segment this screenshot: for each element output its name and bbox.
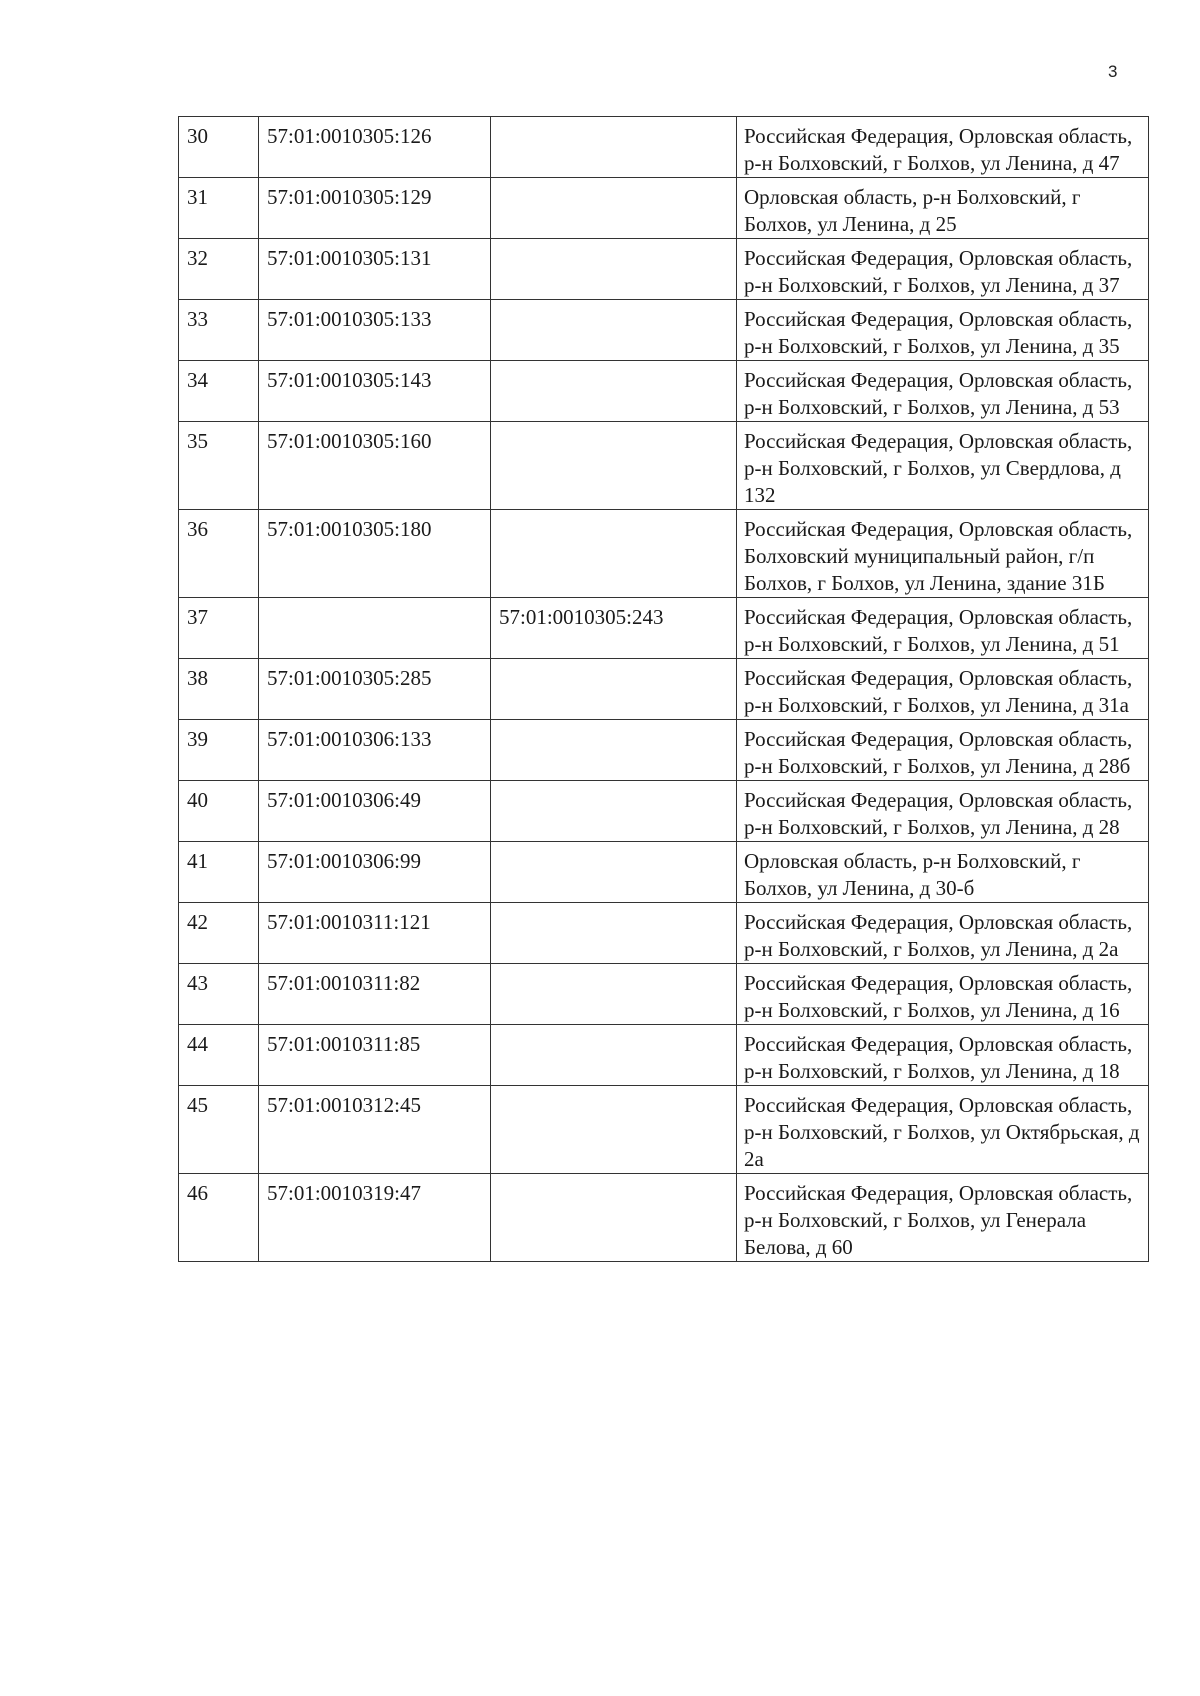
row-number-cell: 46 <box>179 1174 259 1262</box>
row-number-cell: 32 <box>179 239 259 300</box>
related-cadastral-number-cell <box>491 300 737 361</box>
table-row <box>179 239 1149 300</box>
related-cadastral-number-cell <box>491 964 737 1025</box>
related-cadastral-number-cell <box>491 178 737 239</box>
related-cadastral-number-cell: 57:01:0010305:243 <box>491 598 737 659</box>
related-cadastral-number-cell <box>491 903 737 964</box>
related-cadastral-number-cell <box>491 1025 737 1086</box>
address-cell: Российская Федерация, Орловская область, Болховский муниципальный район, г/п Болхов, г Болхов, ул Ленина, здание 31Б <box>737 510 1149 598</box>
address-cell: Российская Федерация, Орловская область, р-н Болховский, г Болхов, ул Ленина, д 18 <box>737 1025 1149 1086</box>
row-number-cell: 30 <box>179 117 259 178</box>
table-row <box>179 361 1149 422</box>
cadastral-number-cell: 57:01:0010311:85 <box>259 1025 491 1086</box>
address-cell: Российская Федерация, Орловская область, р-н Болховский, г Болхов, ул Ленина, д 28б <box>737 720 1149 781</box>
row-number-cell: 45 <box>179 1086 259 1174</box>
row-number-cell: 39 <box>179 720 259 781</box>
cadastral-number-cell: 57:01:0010305:129 <box>259 178 491 239</box>
table-row <box>179 422 1149 510</box>
related-cadastral-number-cell <box>491 510 737 598</box>
table-body <box>179 117 1149 1262</box>
row-number-cell: 38 <box>179 659 259 720</box>
table-row <box>179 659 1149 720</box>
table-row <box>179 1174 1149 1262</box>
table-row <box>179 178 1149 239</box>
page-number: 3 <box>1108 62 1118 81</box>
cadastral-number-cell: 57:01:0010305:143 <box>259 361 491 422</box>
cadastral-number-cell: 57:01:0010306:133 <box>259 720 491 781</box>
cadastral-number-cell <box>259 598 491 659</box>
related-cadastral-number-cell <box>491 361 737 422</box>
cadastral-table <box>178 116 1149 1262</box>
cadastral-number-cell: 57:01:0010305:285 <box>259 659 491 720</box>
row-number-cell: 33 <box>179 300 259 361</box>
address-cell: Орловская область, р-н Болховский, г Болхов, ул Ленина, д 25 <box>737 178 1149 239</box>
cadastral-number-cell: 57:01:0010305:131 <box>259 239 491 300</box>
table-row <box>179 598 1149 659</box>
row-number-cell: 42 <box>179 903 259 964</box>
address-cell: Российская Федерация, Орловская область, р-н Болховский, г Болхов, ул Генерала Белова, д 60 <box>737 1174 1149 1262</box>
cadastral-number-cell: 57:01:0010305:160 <box>259 422 491 510</box>
cadastral-number-cell: 57:01:0010306:99 <box>259 842 491 903</box>
related-cadastral-number-cell <box>491 781 737 842</box>
row-number-cell: 37 <box>179 598 259 659</box>
cadastral-number-cell: 57:01:0010312:45 <box>259 1086 491 1174</box>
table-row <box>179 1025 1149 1086</box>
related-cadastral-number-cell <box>491 239 737 300</box>
table-row <box>179 964 1149 1025</box>
address-cell: Российская Федерация, Орловская область, р-н Болховский, г Болхов, ул Ленина, д 31а <box>737 659 1149 720</box>
row-number-cell: 44 <box>179 1025 259 1086</box>
row-number-cell: 41 <box>179 842 259 903</box>
cadastral-number-cell: 57:01:0010319:47 <box>259 1174 491 1262</box>
row-number-cell: 34 <box>179 361 259 422</box>
address-cell: Российская Федерация, Орловская область, р-н Болховский, г Болхов, ул Ленина, д 47 <box>737 117 1149 178</box>
address-cell: Российская Федерация, Орловская область, р-н Болховский, г Болхов, ул Ленина, д 51 <box>737 598 1149 659</box>
related-cadastral-number-cell <box>491 1086 737 1174</box>
cadastral-number-cell: 57:01:0010305:133 <box>259 300 491 361</box>
cadastral-number-cell: 57:01:0010305:180 <box>259 510 491 598</box>
related-cadastral-number-cell <box>491 117 737 178</box>
address-cell: Орловская область, р-н Болховский, г Болхов, ул Ленина, д 30-б <box>737 842 1149 903</box>
related-cadastral-number-cell <box>491 659 737 720</box>
address-cell: Российская Федерация, Орловская область, р-н Болховский, г Болхов, ул Ленина, д 53 <box>737 361 1149 422</box>
row-number-cell: 31 <box>179 178 259 239</box>
row-number-cell: 43 <box>179 964 259 1025</box>
cadastral-number-cell: 57:01:0010305:126 <box>259 117 491 178</box>
address-cell: Российская Федерация, Орловская область, р-н Болховский, г Болхов, ул Октябрьская, д 2а <box>737 1086 1149 1174</box>
address-cell: Российская Федерация, Орловская область, р-н Болховский, г Болхов, ул Ленина, д 2а <box>737 903 1149 964</box>
table-row <box>179 1086 1149 1174</box>
address-cell: Российская Федерация, Орловская область, р-н Болховский, г Болхов, ул Ленина, д 28 <box>737 781 1149 842</box>
table-row <box>179 510 1149 598</box>
table-row <box>179 903 1149 964</box>
table-row <box>179 720 1149 781</box>
related-cadastral-number-cell <box>491 720 737 781</box>
cadastral-number-cell: 57:01:0010311:121 <box>259 903 491 964</box>
row-number-cell: 36 <box>179 510 259 598</box>
related-cadastral-number-cell <box>491 422 737 510</box>
table-row <box>179 781 1149 842</box>
cadastral-number-cell: 57:01:0010311:82 <box>259 964 491 1025</box>
related-cadastral-number-cell <box>491 1174 737 1262</box>
row-number-cell: 35 <box>179 422 259 510</box>
related-cadastral-number-cell <box>491 842 737 903</box>
row-number-cell: 40 <box>179 781 259 842</box>
address-cell: Российская Федерация, Орловская область, р-н Болховский, г Болхов, ул Ленина, д 16 <box>737 964 1149 1025</box>
address-cell: Российская Федерация, Орловская область, р-н Болховский, г Болхов, ул Ленина, д 37 <box>737 239 1149 300</box>
address-cell: Российская Федерация, Орловская область, р-н Болховский, г Болхов, ул Ленина, д 35 <box>737 300 1149 361</box>
table-row <box>179 842 1149 903</box>
table-row <box>179 117 1149 178</box>
cadastral-number-cell: 57:01:0010306:49 <box>259 781 491 842</box>
table-row <box>179 300 1149 361</box>
address-cell: Российская Федерация, Орловская область, р-н Болховский, г Болхов, ул Свердлова, д 132 <box>737 422 1149 510</box>
